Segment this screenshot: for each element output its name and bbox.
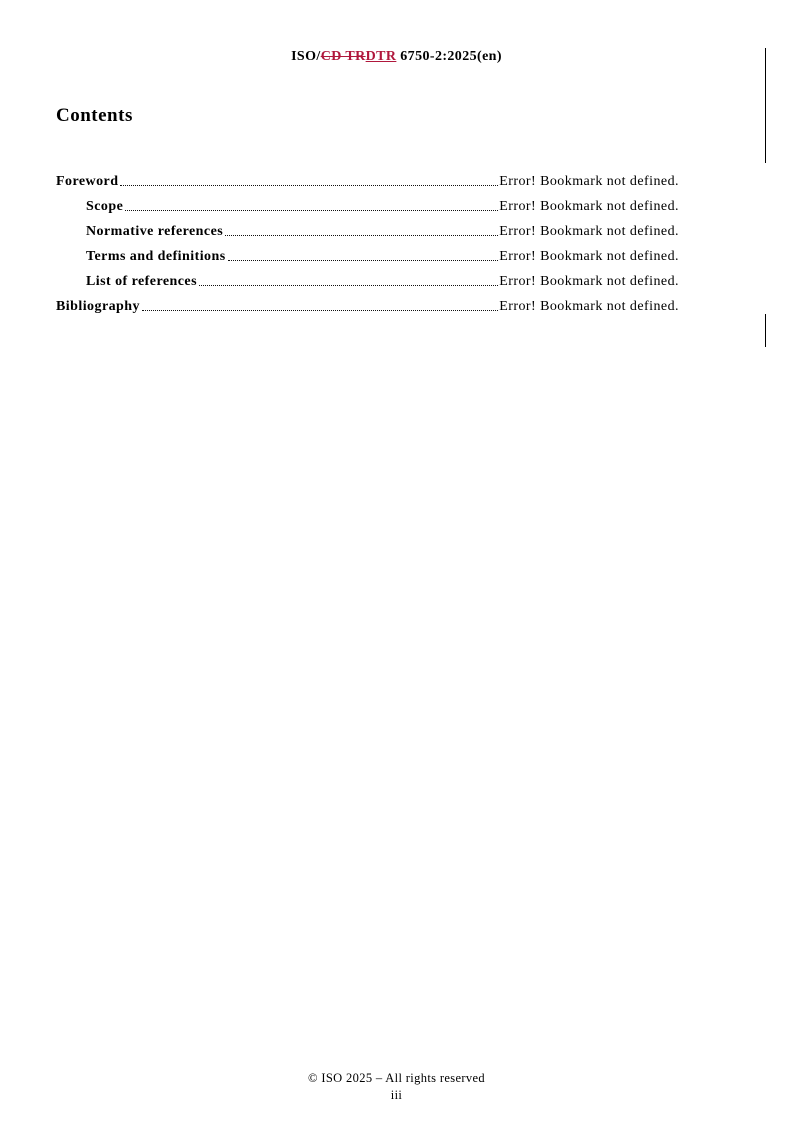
toc-dot-leader: [120, 169, 498, 186]
copyright-notice: © ISO 2025 – All rights reserved: [308, 1071, 485, 1085]
toc-entry-bibliography[interactable]: [56, 294, 679, 319]
toc-dot-leader: [142, 294, 498, 311]
toc-dot-leader: [199, 269, 498, 286]
toc-dot-leader: [125, 194, 498, 211]
toc-entry-list-of-references[interactable]: [56, 269, 679, 294]
toc-entry-page-ref: Error! Bookmark not defined.: [499, 224, 679, 239]
table-of-contents: [56, 169, 679, 319]
inserted-revision-text: DTR: [365, 49, 397, 64]
toc-entry-foreword[interactable]: [56, 169, 679, 194]
doc-id-number: 6750-2:2025(en): [400, 49, 502, 64]
toc-entry-terms-and-definitions[interactable]: [56, 244, 679, 269]
page-number: iii: [390, 1088, 403, 1102]
toc-entry-label: List of references: [86, 274, 197, 289]
toc-dot-leader: [225, 219, 498, 236]
toc-entry-label: Foreword: [56, 174, 119, 189]
toc-entry-page-ref: Error! Bookmark not defined.: [499, 299, 679, 314]
toc-entry-page-ref: Error! Bookmark not defined.: [499, 199, 679, 214]
page-title: Contents: [56, 105, 133, 126]
deleted-revision-text: CD TR: [320, 49, 366, 64]
toc-entry-page-ref: Error! Bookmark not defined.: [499, 274, 679, 289]
doc-id-prefix: ISO/: [291, 49, 321, 64]
toc-entry-page-ref: Error! Bookmark not defined.: [499, 249, 679, 264]
change-bar: [765, 48, 766, 163]
toc-entry-label: Scope: [86, 199, 124, 214]
toc-dot-leader: [228, 244, 499, 261]
document-id-header: [0, 48, 793, 66]
toc-entry-label: Normative references: [86, 224, 224, 239]
toc-entry-normative-references[interactable]: [56, 219, 679, 244]
page-footer: [0, 1070, 793, 1104]
toc-entry-label: Terms and definitions: [86, 249, 226, 264]
toc-entry-label: Bibliography: [56, 299, 140, 314]
toc-entry-scope[interactable]: [56, 194, 679, 219]
change-bar: [765, 314, 766, 347]
toc-entry-page-ref: Error! Bookmark not defined.: [499, 174, 679, 189]
